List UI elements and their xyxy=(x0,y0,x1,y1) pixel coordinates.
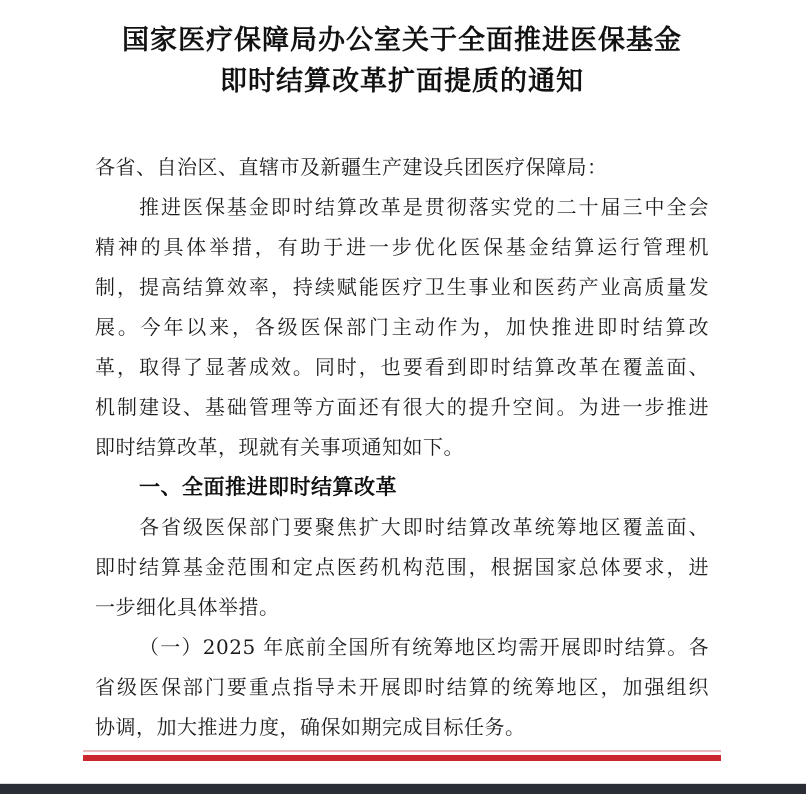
body-line: （一）2025 年底前全国所有统筹地区均需开展即时结算。各 xyxy=(139,635,709,659)
body-line: 精神的具体举措，有助于进一步优化医保基金结算运行管理机 xyxy=(95,235,709,259)
red-divider xyxy=(83,750,721,761)
body-line: 各省级医保部门要聚焦扩大即时结算改革统筹地区覆盖面、 xyxy=(139,515,709,539)
section-heading: 一、全面推进即时结算改革 xyxy=(139,475,397,499)
body-line: 推进医保基金即时结算改革是贯彻落实党的二十届三中全会 xyxy=(139,195,709,219)
body-line: 即时结算改革，现就有关事项通知如下。 xyxy=(95,435,464,459)
bottom-edge-strip xyxy=(0,783,806,794)
body-line: 展。今年以来，各级医保部门主动作为，加快推进即时结算改 xyxy=(95,315,709,339)
title-line-2: 即时结算改革扩面提质的通知 xyxy=(220,66,584,97)
body-line: 革，取得了显著成效。同时，也要看到即时结算改革在覆盖面、 xyxy=(95,355,709,379)
body-line: 协调，加大推进力度，确保如期完成目标任务。 xyxy=(95,715,526,739)
salutation-line: 各省、自治区、直辖市及新疆生产建设兵团医疗保障局： xyxy=(95,155,608,179)
document-title xyxy=(95,20,709,102)
title-line-1: 国家医疗保障局办公室关于全面推进医保基金 xyxy=(122,25,682,56)
red-divider-thin-line xyxy=(83,750,721,752)
red-divider-thick-line xyxy=(83,755,721,761)
body-line: 制，提高结算效率，持续赋能医疗卫生事业和医药产业高质量发 xyxy=(95,275,709,299)
body-line: 即时结算基金范围和定点医药机构范围，根据国家总体要求，进 xyxy=(95,555,709,579)
body-line: 省级医保部门要重点指导未开展即时结算的统筹地区，加强组织 xyxy=(95,675,709,699)
body-line: 机制建设、基础管理等方面还有很大的提升空间。为进一步推进 xyxy=(95,395,709,419)
document-body xyxy=(95,147,709,747)
body-line: 一步细化具体举措。 xyxy=(95,595,280,619)
